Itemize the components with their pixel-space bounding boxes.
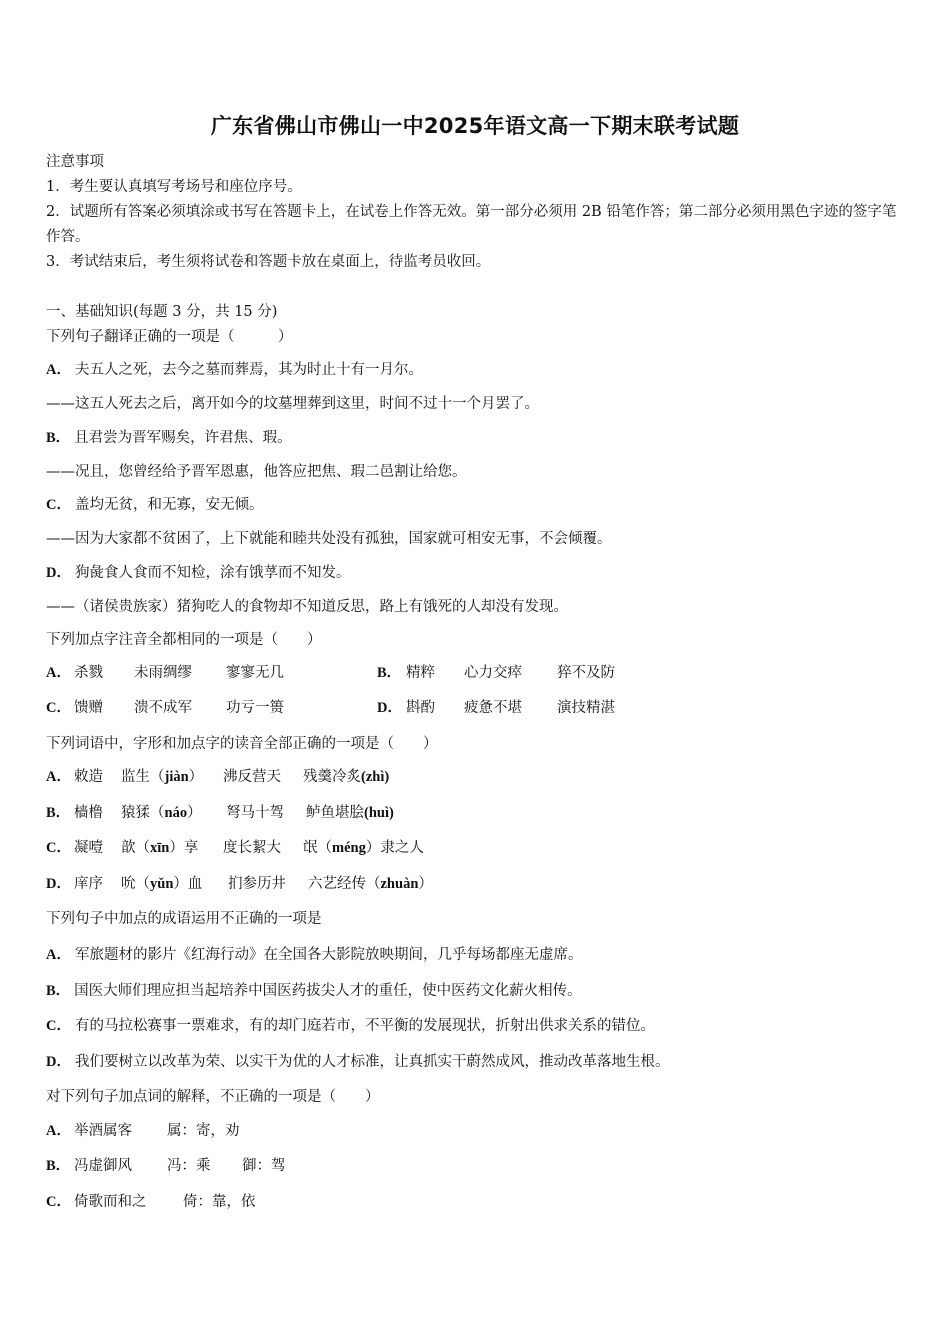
option-label: A．: [46, 362, 71, 378]
option-translation: ——（诸侯贵族家）猪狗吃人的食物却不知道反思，路上有饿死的人却没有发现。: [46, 599, 568, 615]
option-label: D．: [46, 1054, 71, 1070]
word-text: ）隶之人: [365, 840, 424, 856]
option-word: 馈赠: [74, 700, 103, 716]
option-word: 斟酌: [406, 700, 435, 716]
option-row: [46, 1192, 906, 1214]
option-label: C．: [46, 1018, 71, 1034]
notice-item: 1．考生要认真填写考场号和座位序号。: [46, 179, 302, 195]
notice-item: 2．试题所有答案必须填涂或书写在答题卡上，在试卷上作答无效。第一部分必须用 2B 铅笔作答；第二部分必须用黑色字迹的签字笔作答。: [46, 204, 897, 245]
option-word: 敕造: [74, 769, 103, 785]
option-word: 凝噎: [74, 840, 103, 856]
option-row: [46, 1121, 906, 1143]
question-stem: 下列句子中加点的成语运用不正确的一项是: [46, 911, 322, 927]
option-word: [121, 803, 202, 823]
option-label: C．: [46, 840, 71, 856]
option-word: 庠序: [74, 876, 103, 892]
option-c: [46, 495, 263, 515]
word-text: ）: [418, 876, 433, 892]
option-text: 倚歌而和之: [74, 1194, 147, 1210]
question-stem: 下列加点字注音全都相同的一项是（ ）: [46, 632, 322, 648]
option-gloss: 御：驾: [242, 1158, 286, 1174]
option-translation: ——况且，您曾经给予晋军恩惠，他答应把焦、瑕二邑割让给您。: [46, 464, 467, 480]
word-text: 监生（: [121, 769, 165, 785]
pinyin: méng: [332, 840, 366, 856]
pinyin: xīn: [150, 840, 170, 856]
word-text: 吮（: [121, 876, 150, 892]
option-gloss: 倚：靠，依: [183, 1194, 256, 1210]
word-text: 残羹冷炙: [303, 769, 361, 785]
option-word: 溃不成军: [134, 700, 192, 716]
option-row: [46, 838, 906, 860]
option-word: 杀戮: [74, 665, 103, 681]
option-word: [121, 767, 203, 787]
option-gloss: 属：寄，劝: [167, 1123, 240, 1139]
option-text: 盖均无贫，和无寡，安无倾。: [74, 497, 264, 513]
option-word: [121, 838, 198, 858]
option-row: [46, 803, 906, 825]
option-b: [46, 428, 292, 448]
section-heading: 一、基础知识(每题 3 分，共 15 分): [46, 304, 278, 320]
option-text: 狗彘食人食而不知检，涂有饿莩而不知发。: [74, 565, 351, 581]
option-label: A．: [46, 665, 71, 681]
word-text: ）: [187, 805, 202, 821]
option-translation: ——这五人死去之后，离开如今的坟墓埋葬到这里，时间不过十一个月罢了。: [46, 396, 539, 412]
word-text: ）: [188, 769, 204, 785]
option-label: B．: [377, 665, 402, 681]
word-text: ）血: [173, 876, 203, 892]
notice-heading: 注意事项: [46, 154, 104, 170]
option-row: [46, 698, 906, 720]
option-text: 且君尝为晋军赐矣，许君焦、瑕。: [74, 430, 292, 446]
option-translation: ——因为大家都不贫困了，上下就能和睦共处没有孤独，国家就可相安无事，不会倾覆。: [46, 531, 612, 547]
option-word: 功亏一篑: [226, 700, 284, 716]
option-row: [46, 767, 906, 789]
option-word: [306, 803, 394, 823]
option-a: [46, 945, 582, 965]
notice-item: 3．考试结束后，考生须将试卷和答题卡放在桌面上，待监考员收回。: [46, 254, 491, 270]
option-word: [303, 767, 389, 787]
word-text: 歆（: [121, 840, 150, 856]
option-label: C．: [46, 700, 71, 716]
page-title: 广东省佛山市佛山一中2025年语文高一下期末联考试题: [210, 114, 740, 138]
option-a: [46, 360, 423, 380]
option-word: 沸反营天: [223, 769, 281, 785]
option-text: 有的马拉松赛事一票难求，有的却门庭若市，不平衡的发展现状，折射出供求关系的错位。: [74, 1018, 655, 1034]
word-text: 氓（: [303, 840, 332, 856]
option-label: D．: [46, 565, 71, 581]
option-label: A．: [46, 769, 71, 785]
option-row: [46, 663, 906, 685]
option-label: B．: [46, 430, 71, 446]
option-d: [46, 563, 350, 583]
option-word: 寥寥无几: [226, 665, 284, 681]
option-word: 未雨绸缪: [134, 665, 192, 681]
word-text: 猿猱（: [121, 805, 165, 821]
option-label: C．: [46, 1194, 71, 1210]
option-label: B．: [46, 805, 71, 821]
word-text: ）享: [169, 840, 199, 856]
option-text: 举酒属客: [74, 1123, 132, 1139]
option-c: [46, 1016, 655, 1036]
option-row: [46, 1156, 906, 1178]
question-stem: 下列词语中，字形和加点字的读音全部正确的一项是（ ）: [46, 736, 438, 752]
option-word: 猝不及防: [557, 665, 615, 681]
word-text: 鲈鱼堪脍: [306, 805, 364, 821]
option-text: 我们要树立以改革为荣、以实干为优的人才标准，让真抓实干蔚然成风，推动改革落地生根。: [74, 1054, 670, 1070]
option-word: 精粹: [406, 665, 435, 681]
option-label: C．: [46, 497, 71, 513]
question-stem: 下列句子翻译正确的一项是（ ）: [46, 329, 293, 345]
option-word: [303, 838, 424, 858]
option-gloss: 冯：乘: [167, 1158, 211, 1174]
option-label: D．: [377, 700, 402, 716]
option-word: 度长絜大: [223, 840, 281, 856]
option-word: 弩马十驾: [226, 805, 284, 821]
question-stem: 对下列句子加点词的解释，不正确的一项是（ ）: [46, 1089, 380, 1105]
pinyin: yǔn: [150, 876, 174, 892]
option-word: 演技精湛: [557, 700, 615, 716]
option-b: [46, 981, 582, 1001]
option-word: 心力交瘁: [464, 665, 522, 681]
option-text: 国医大师们理应担当起培养中国医药拔尖人才的重任，使中医药文化薪火相传。: [74, 983, 582, 999]
option-text: 夫五人之死，去今之墓而葬焉，其为时止十有一月尔。: [74, 362, 423, 378]
option-row: [46, 874, 906, 896]
option-d: [46, 1052, 669, 1072]
pinyin: (huì): [364, 805, 394, 821]
pinyin: náo: [164, 805, 188, 821]
option-word: [308, 874, 433, 894]
pinyin: (zhì): [361, 769, 390, 785]
option-word: [121, 874, 202, 894]
option-text: 冯虚御风: [74, 1158, 132, 1174]
option-label: B．: [46, 1158, 71, 1174]
option-text: 军旅题材的影片《红海行动》在全国各大影院放映期间，几乎每场都座无虚席。: [74, 947, 583, 963]
pinyin: jiàn: [164, 769, 189, 785]
option-label: D．: [46, 876, 71, 892]
option-label: A．: [46, 1123, 71, 1139]
option-label: B．: [46, 983, 71, 999]
word-text: 六艺经传（: [308, 876, 381, 892]
option-label: A．: [46, 947, 71, 963]
pinyin: zhuàn: [380, 876, 419, 892]
option-word: 疲惫不堪: [464, 700, 522, 716]
option-word: 扪参历井: [228, 876, 286, 892]
option-word: 樯橹: [74, 805, 103, 821]
